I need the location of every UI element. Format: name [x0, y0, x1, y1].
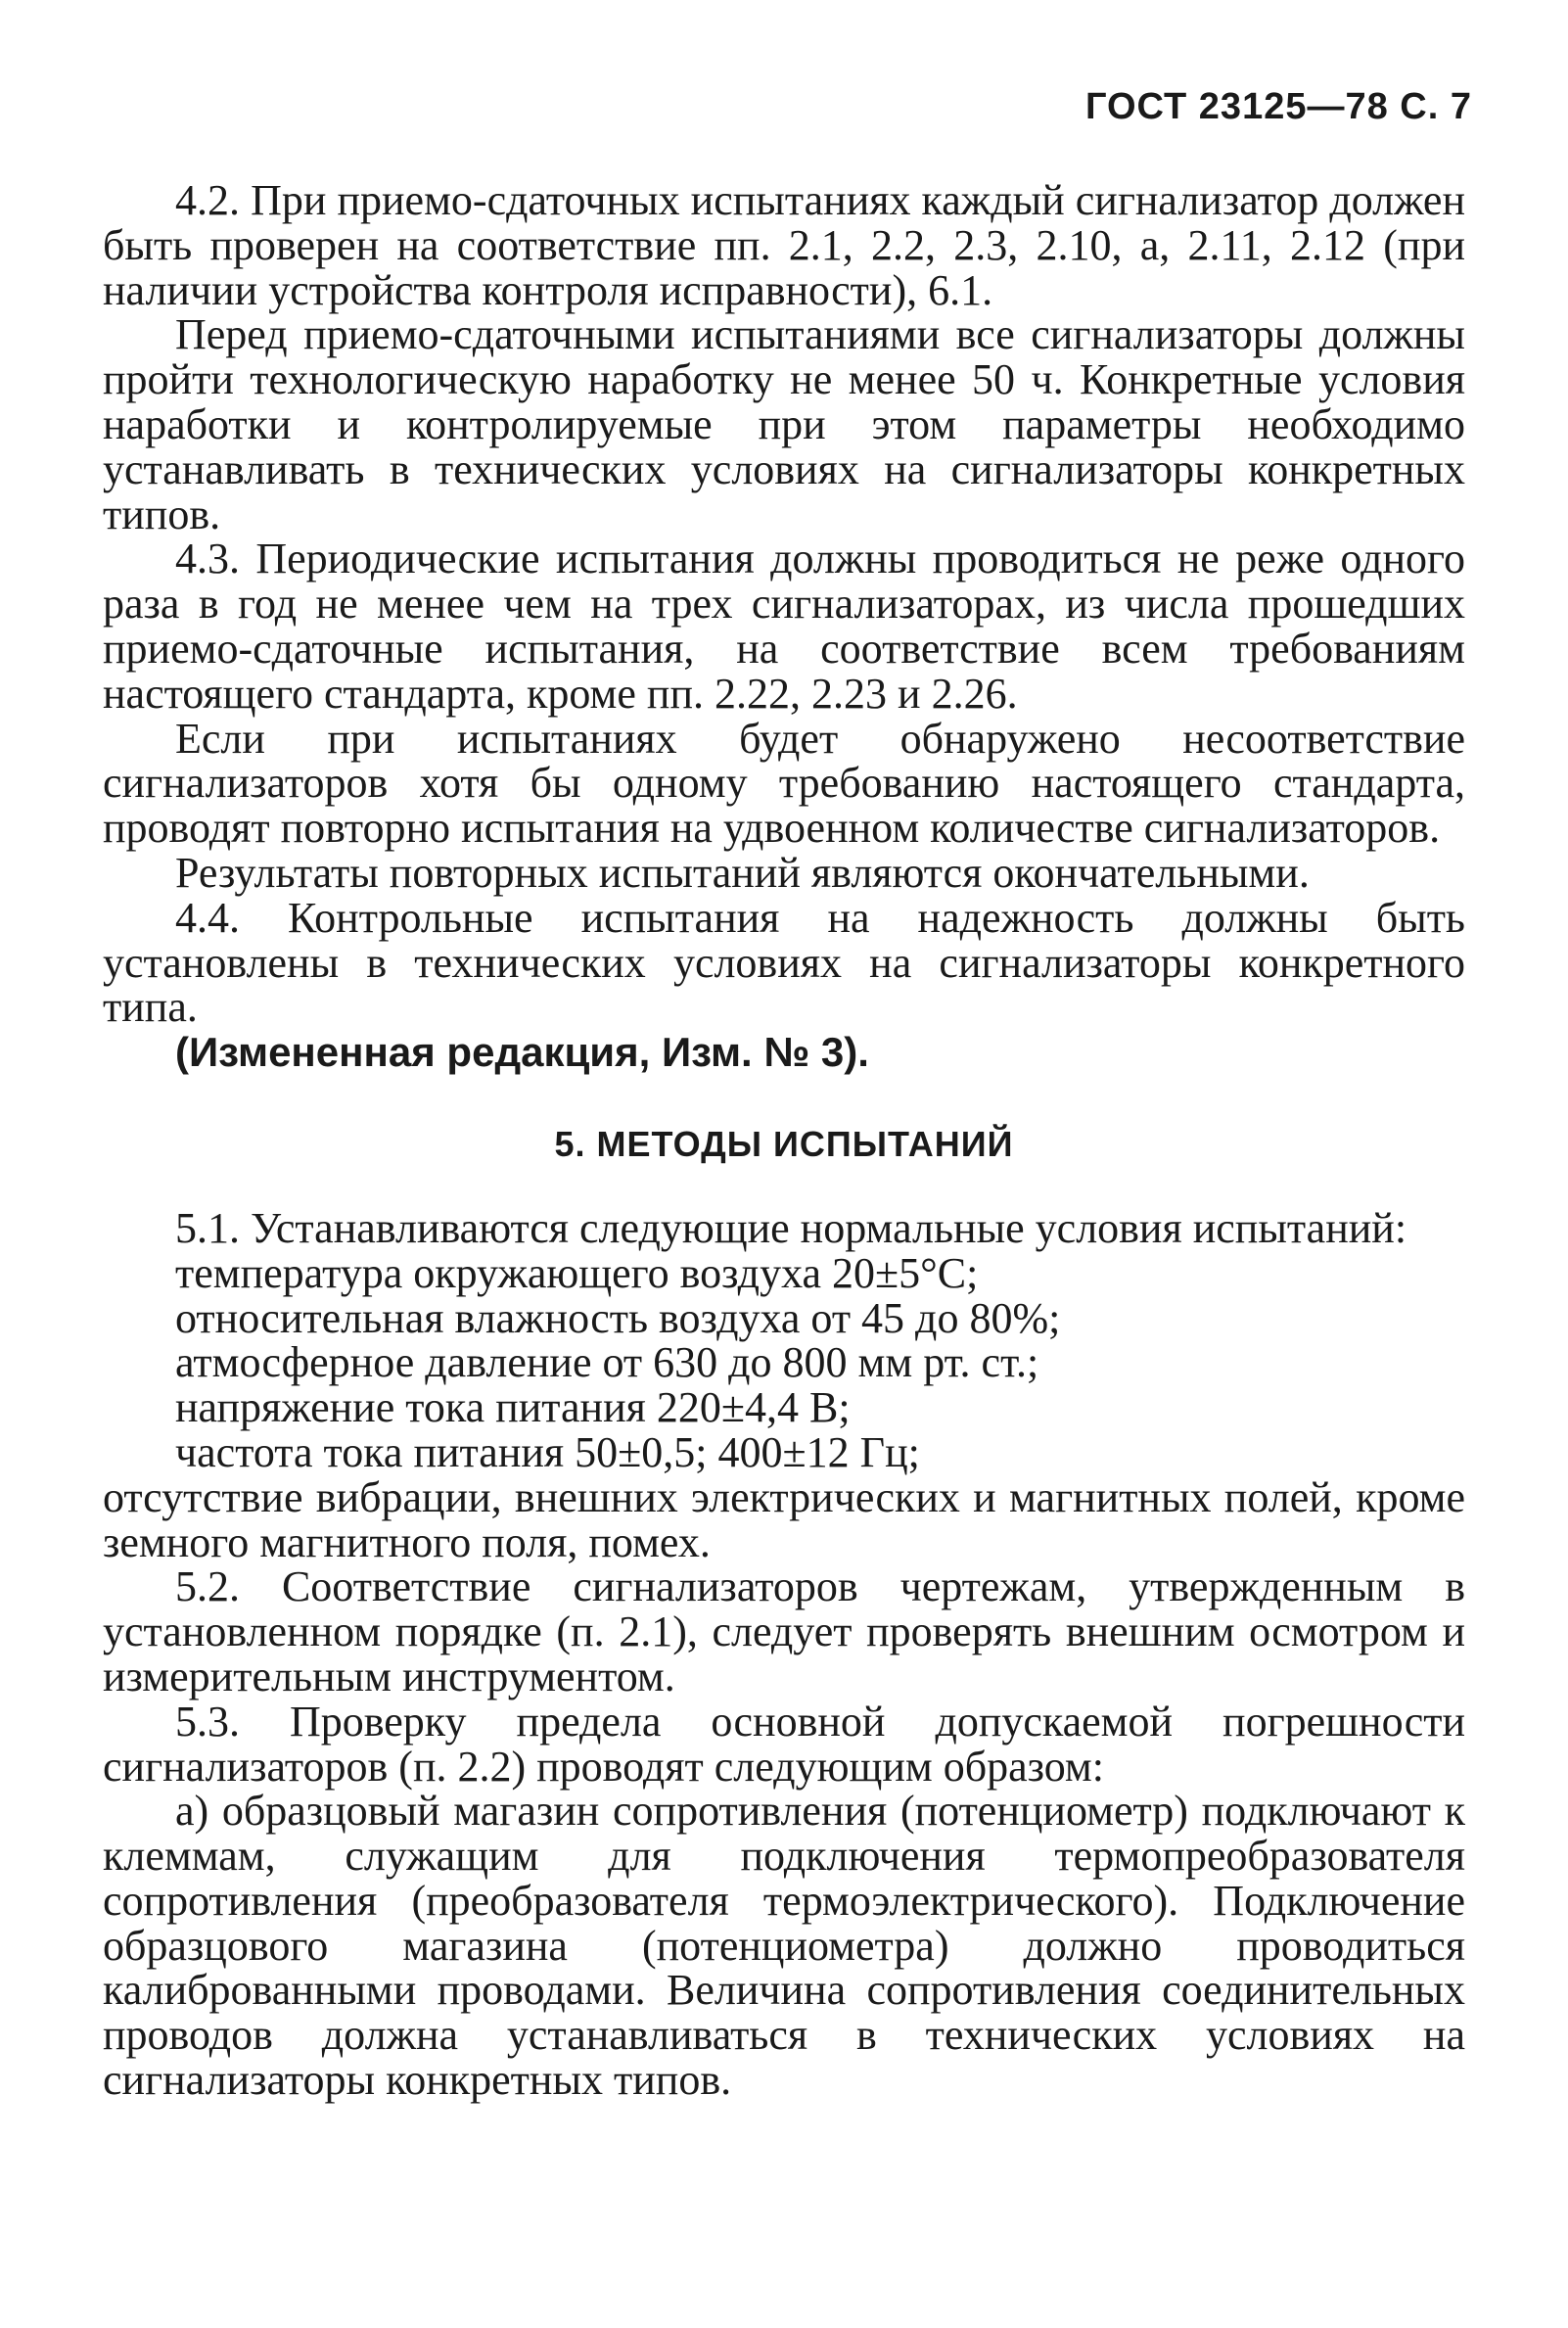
condition-humidity: относительная влажность воздуха от 45 до 80%;: [175, 1293, 1061, 1342]
condition-frequency: частота тока питания 50±0,5; 400±12 Гц;: [175, 1427, 920, 1476]
paragraph-5-2: 5.2. Соответствие сигнализаторов чертежам, утвержденным в установленном порядке (п. 2.1), следует проверять внешним осмотром и измерительным инструментом.: [103, 1562, 1465, 1700]
amendment-note: (Измененная редакция, Изм. № 3).: [175, 1029, 869, 1076]
paragraph-5-3: 5.3. Проверку предела основной допускаемой погрешности сигнализаторов (п. 2.2) проводят следующим образом:: [103, 1697, 1465, 1791]
section-5-title: 5. МЕТОДЫ ИСПЫТАНИЙ: [554, 1123, 1014, 1164]
paragraph-4-4: 4.4. Контрольные испытания на надежность должны быть установлены в технических условиях на сигнализаторы конкретного типа.: [103, 893, 1465, 1032]
paragraph-4-2: 4.2. При приемо-сдаточных испытаниях каждый сигнализатор должен быть проверен на соответствие пп. 2.1, 2.2, 2.3, 2.10, а, 2.11, 2.12 (при наличии устройства контроля исправности), 6.1.: [103, 176, 1465, 314]
condition-pressure: атмосферное давление от 630 до 800 мм рт. ст.;: [175, 1338, 1039, 1387]
condition-temperature: температура окружающего воздуха 20±5°С;: [175, 1248, 979, 1297]
condition-no-vibration: отсутствие вибрации, внешних электрических и магнитных полей, кроме земного магнитного поля, помех.: [103, 1472, 1465, 1566]
paragraph-4-3: 4.3. Периодические испытания должны проводиться не реже одного раза в год не менее чем на трех сигнализаторах, из числа прошедших приемо-сдаточные испытания, на соответствие всем требованиям настоящего стандарта, кроме пп. 2.22, 2.23 и 2.26.: [103, 535, 1465, 718]
condition-voltage: напряжение тока питания 220±4,4 В;: [175, 1383, 851, 1432]
paragraph-4-3-result: Результаты повторных испытаний являются окончательными.: [175, 848, 1310, 897]
paragraph-5-3-a: а) образцовый магазин сопротивления (потенциометр) подключают к клеммам, служащим для подключения термопреобразователя сопротивления (преобразователя термоэлектрического). Подключение образцового магазина (потенциометра) должно проводиться калиброванными проводами. Величина сопротивления соединительных проводов должна устанавливаться в технических условиях на сигнализаторы конкретных типов.: [103, 1787, 1465, 2105]
running-header: ГОСТ 23125—78 С. 7: [1084, 86, 1472, 127]
document-body: [103, 178, 1465, 2103]
paragraph-4-3-continued: Если при испытаниях будет обнаружено несоответствие сигнализаторов хотя бы одному требованию настоящего стандарта, проводят повторно испытания на удвоенном количестве сигнализаторов.: [103, 714, 1465, 853]
paragraph-5-1: 5.1. Устанавливаются следующие нормальные условия испытаний:: [175, 1203, 1407, 1252]
paragraph-4-2-continued: Перед приемо-сдаточными испытаниями все сигнализаторы должны пройти технологическую наработку не менее 50 ч. Конкретные условия наработки и контролируемые при этом параметры необходимо устанавливать в технических условиях на сигнализаторы конкретных типов.: [103, 310, 1465, 538]
